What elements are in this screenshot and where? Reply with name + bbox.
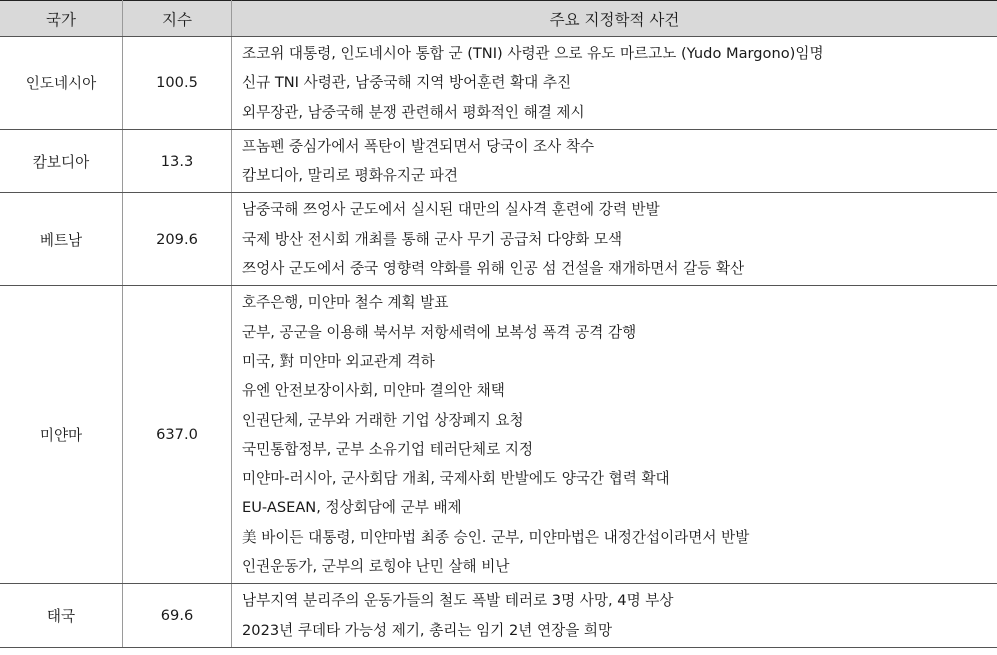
- country-cell: 인도네시아: [0, 37, 123, 130]
- table-body: [0, 37, 997, 648]
- event-item: 조코위 대통령, 인도네시아 통합 군 (TNI) 사령관 으로 유도 마르고노 (Yudo Margono)임명: [242, 45, 824, 62]
- event-item: 인권단체, 군부와 거래한 기업 상장폐지 요청: [242, 411, 524, 429]
- event-item: 프놈펜 중심가에서 폭탄이 발견되면서 당국이 조사 착수: [242, 137, 595, 155]
- country-cell: 태국: [0, 584, 123, 648]
- index-cell: 100.5: [123, 37, 232, 130]
- header-events: 주요 지정학적 사건: [232, 1, 997, 37]
- events-cell: [232, 286, 997, 584]
- country-cell: 캄보디아: [0, 129, 123, 193]
- index-cell: 209.6: [123, 193, 232, 286]
- event-item: 유엔 안전보장이사회, 미얀마 결의안 채택: [242, 382, 505, 400]
- event-item: 2023년 쿠데타 가능성 제기, 총리는 임기 2년 연장을 희망: [242, 621, 613, 639]
- index-cell: 637.0: [123, 286, 232, 584]
- index-cell: 13.3: [123, 129, 232, 193]
- header-country: 국가: [0, 1, 123, 37]
- events-cell: [232, 37, 997, 130]
- table-row: [0, 129, 997, 193]
- event-item: 국민통합정부, 군부 소유기업 테러단체로 지정: [242, 440, 534, 458]
- header-index: 지수: [123, 1, 232, 37]
- events-cell: [232, 129, 997, 193]
- event-item: 호주은행, 미얀마 철수 계획 발표: [242, 294, 449, 312]
- event-item: 캄보디아, 말리로 평화유지군 파견: [242, 167, 458, 185]
- table-row: [0, 584, 997, 648]
- event-item: EU-ASEAN, 정상회담에 군부 배제: [242, 499, 462, 517]
- event-item: 신규 TNI 사령관, 남중국해 지역 방어훈련 확대 추진: [242, 74, 572, 92]
- event-item: 미얀마-러시아, 군사회담 개최, 국제사회 반발에도 양국간 협력 확대: [242, 470, 670, 488]
- country-cell: 베트남: [0, 193, 123, 286]
- event-item: 쯔엉사 군도에서 중국 영향력 약화를 위해 인공 섬 건설을 재개하면서 갈등 확산: [242, 260, 745, 278]
- table-header: [0, 1, 997, 37]
- event-item: 美 바이든 대통령, 미얀마법 최종 승인. 군부, 미얀마법은 내정간섭이라면서 반발: [242, 528, 750, 546]
- event-item: 남부지역 분리주의 운동가들의 철도 폭발 테러로 3명 사망, 4명 부상: [242, 592, 674, 610]
- event-item: 외무장관, 남중국해 분쟁 관련해서 평화적인 해결 제시: [242, 103, 585, 121]
- event-item: 남중국해 쯔엉사 군도에서 실시된 대만의 실사격 훈련에 강력 반발: [242, 201, 660, 219]
- table-row: [0, 286, 997, 584]
- event-item: 군부, 공군을 이용해 북서부 저항세력에 보복성 폭격 공격 감행: [242, 323, 637, 341]
- table-row: [0, 193, 997, 286]
- index-cell: 69.6: [123, 584, 232, 648]
- events-cell: [232, 193, 997, 286]
- events-cell: [232, 584, 997, 648]
- header-row: [0, 1, 997, 37]
- event-item: 미국, 對 미얀마 외교관계 격하: [242, 352, 435, 370]
- event-item: 인권운동가, 군부의 로힝야 난민 살해 비난: [242, 558, 510, 576]
- table-row: [0, 37, 997, 130]
- country-cell: 미얀마: [0, 286, 123, 584]
- event-item: 국제 방산 전시회 개최를 통해 군사 무기 공급처 다양화 모색: [242, 230, 623, 248]
